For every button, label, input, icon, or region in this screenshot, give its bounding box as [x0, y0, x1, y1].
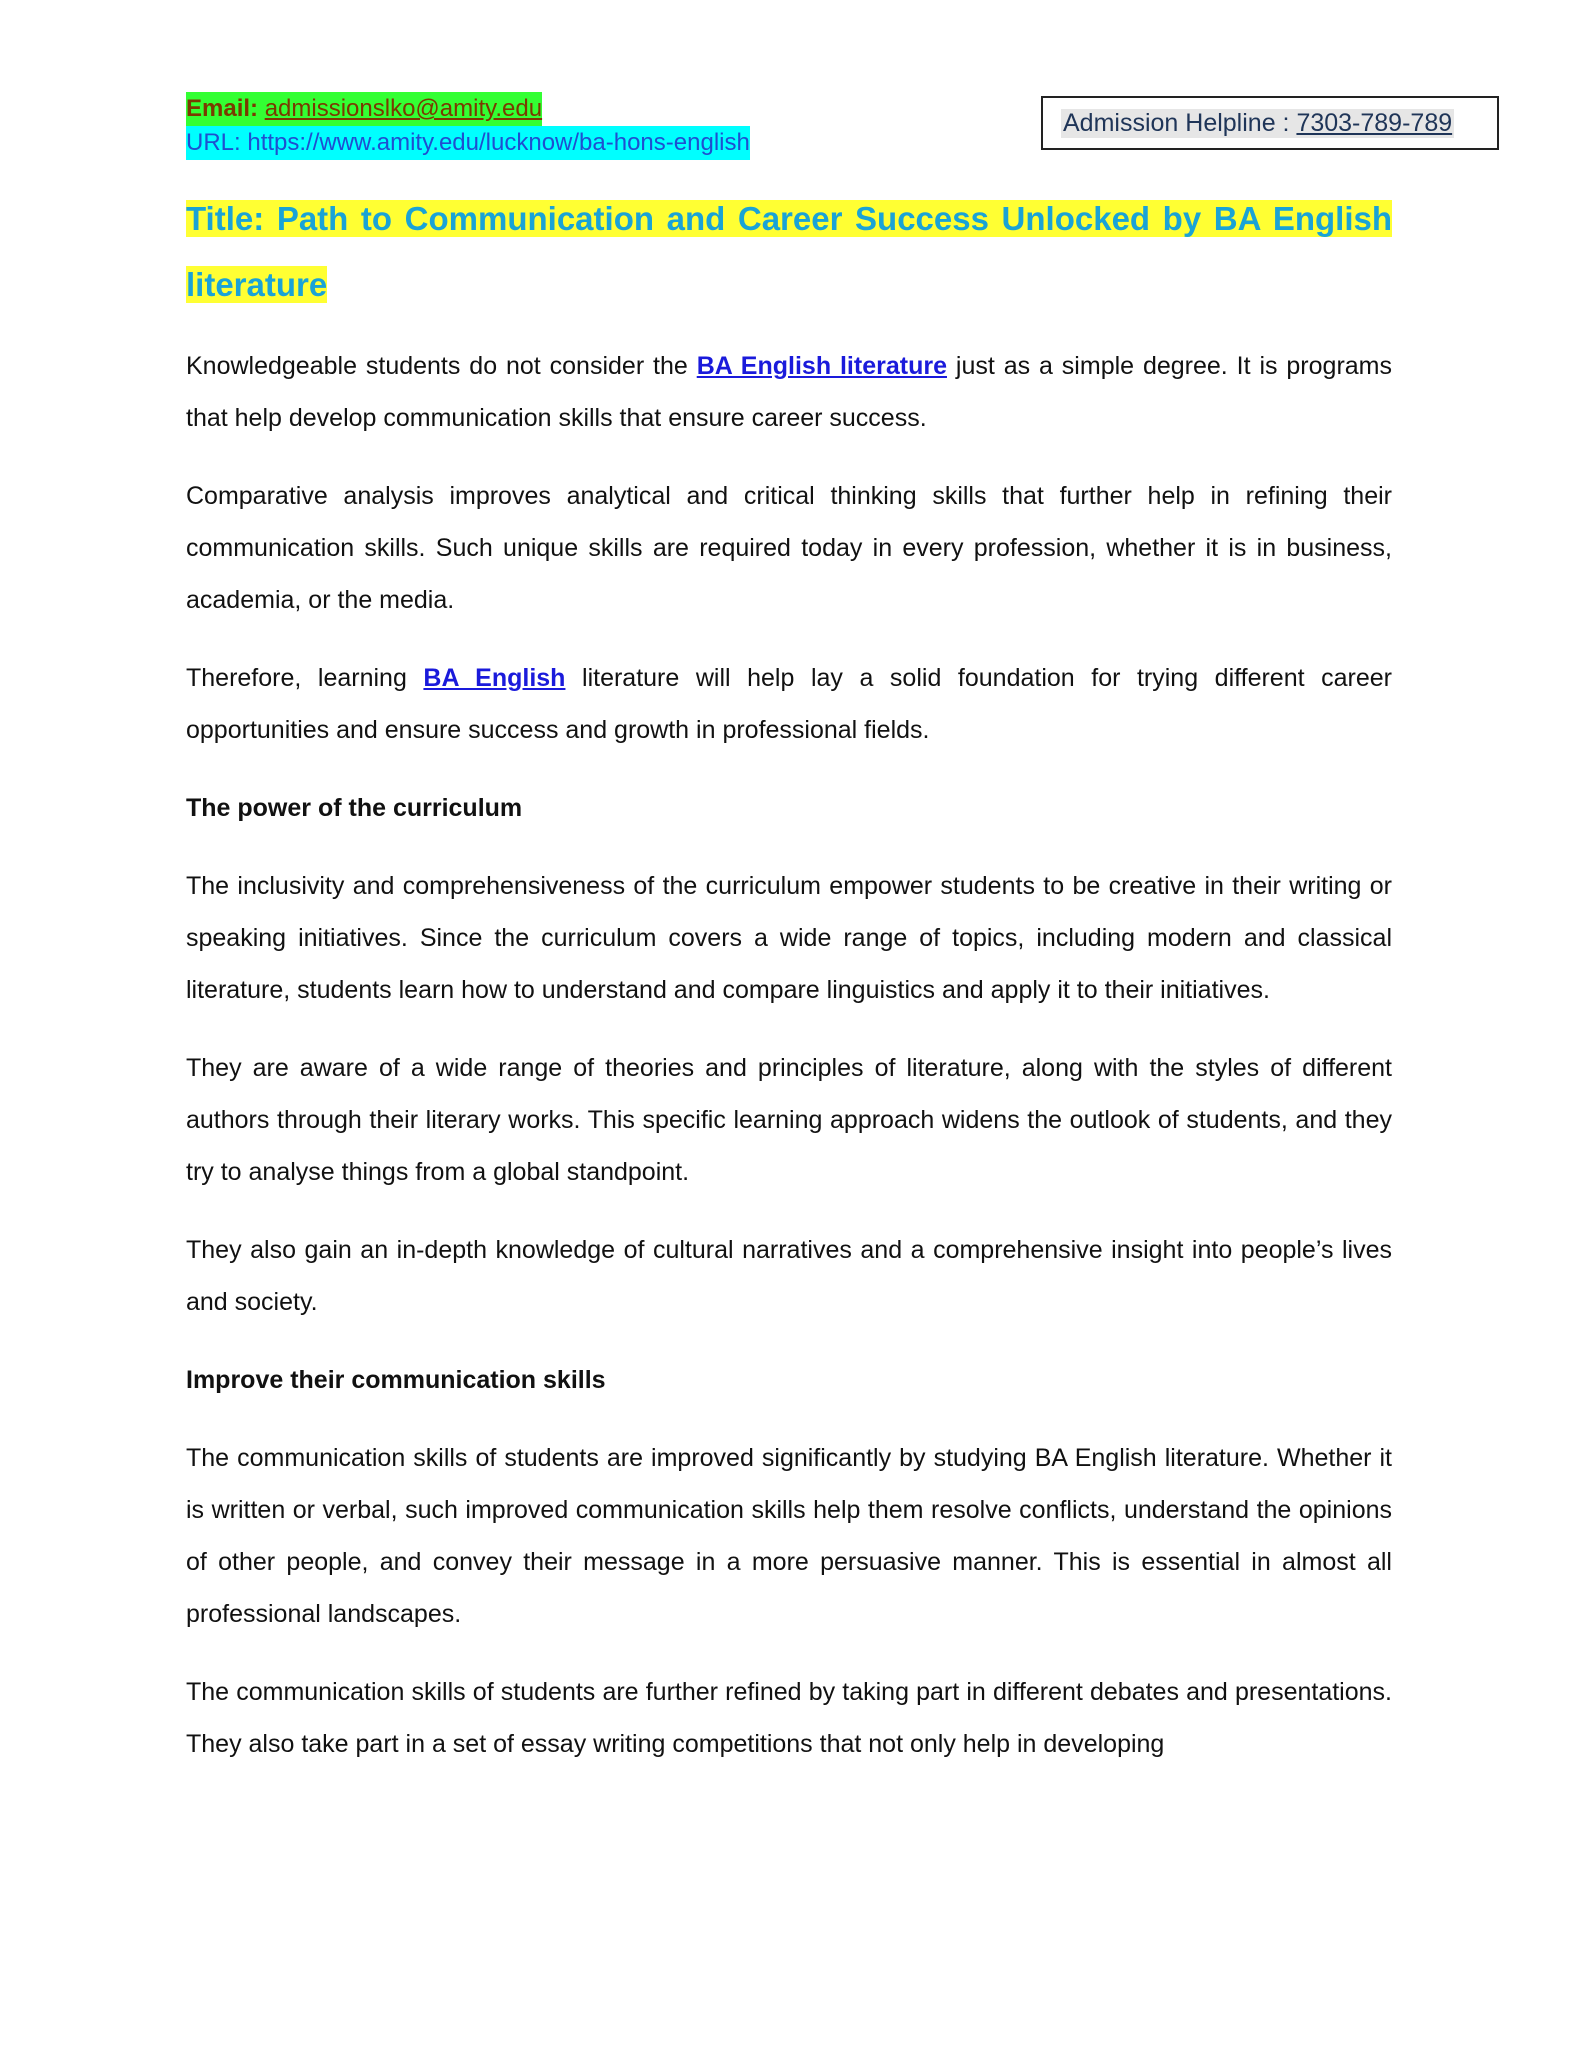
section-heading-communication: Improve their communication skills	[186, 1366, 606, 1394]
helpline-number-link[interactable]: 7303-789-789	[1296, 108, 1453, 137]
ba-english-literature-link[interactable]: BA English literature	[696, 352, 947, 380]
url-label: URL:	[186, 129, 241, 156]
email-link[interactable]: admissionslko@amity.edu	[264, 95, 543, 122]
article-title-text: Title: Path to Communication and Career Success Unlocked by BA English literature	[186, 200, 1392, 303]
paragraph-communication-improved: The communication skills of students are improved significantly by studying BA English literature. Whether it is written or verbal, such improved communication skills help them resolve conflicts, understand the opinions of other people, and convey their message in a more persuasive manner. This is essential in almost all professional landscapes.	[186, 1444, 1392, 1628]
paragraph-intro	[186, 340, 1392, 444]
paragraph-cultural-narratives: They also gain an in-depth knowledge of cultural narratives and a comprehensive insight into people’s lives and society.	[186, 1236, 1392, 1316]
helpline-text	[1061, 109, 1454, 138]
paragraph-communication-refined: The communication skills of students are further refined by taking part in different debates and presentations. They also take part in a set of essay writing competitions that not only help in developing	[186, 1678, 1392, 1758]
paragraph-foundation	[186, 652, 1392, 756]
contact-block	[186, 92, 750, 160]
paragraph-text: literature will help lay a solid foundation for trying different career opportunities and ensure success and growth in professional fields.	[186, 664, 1392, 744]
helpline-label: Admission Helpline :	[1063, 108, 1297, 137]
email-label: Email:	[186, 95, 259, 122]
paragraph-text: just as a simple degree. It is programs that help develop communication skills that ensure career success.	[186, 352, 1392, 432]
email-line	[186, 92, 542, 126]
paragraph-theories: They are aware of a wide range of theories and principles of literature, along with the styles of different authors through their literary works. This specific learning approach widens the outlook of students, and they try to analyse things from a global standpoint.	[186, 1054, 1392, 1186]
article-title	[186, 186, 1392, 318]
paragraph-comparative-analysis: Comparative analysis improves analytical and critical thinking skills that further help in refining their communication skills. Such unique skills are required today in every profession, whether it is in business, academia, or the media.	[186, 482, 1392, 614]
section-heading-curriculum: The power of the curriculum	[186, 794, 523, 822]
admission-helpline-box	[1041, 96, 1499, 150]
ba-english-link[interactable]: BA English	[423, 664, 566, 692]
url-text: https://www.amity.edu/lucknow/ba-hons-english	[247, 129, 750, 156]
paragraph-text: Therefore, learning	[186, 664, 424, 692]
article-body	[186, 186, 1392, 1796]
paragraph-text: Knowledgeable students do not consider the	[186, 352, 697, 380]
url-line	[186, 126, 750, 160]
paragraph-curriculum: The inclusivity and comprehensiveness of the curriculum empower students to be creative in their writing or speaking initiatives. Since the curriculum covers a wide range of topics, including modern and classical literature, students learn how to understand and compare linguistics and apply it to their initiatives.	[186, 872, 1392, 1004]
